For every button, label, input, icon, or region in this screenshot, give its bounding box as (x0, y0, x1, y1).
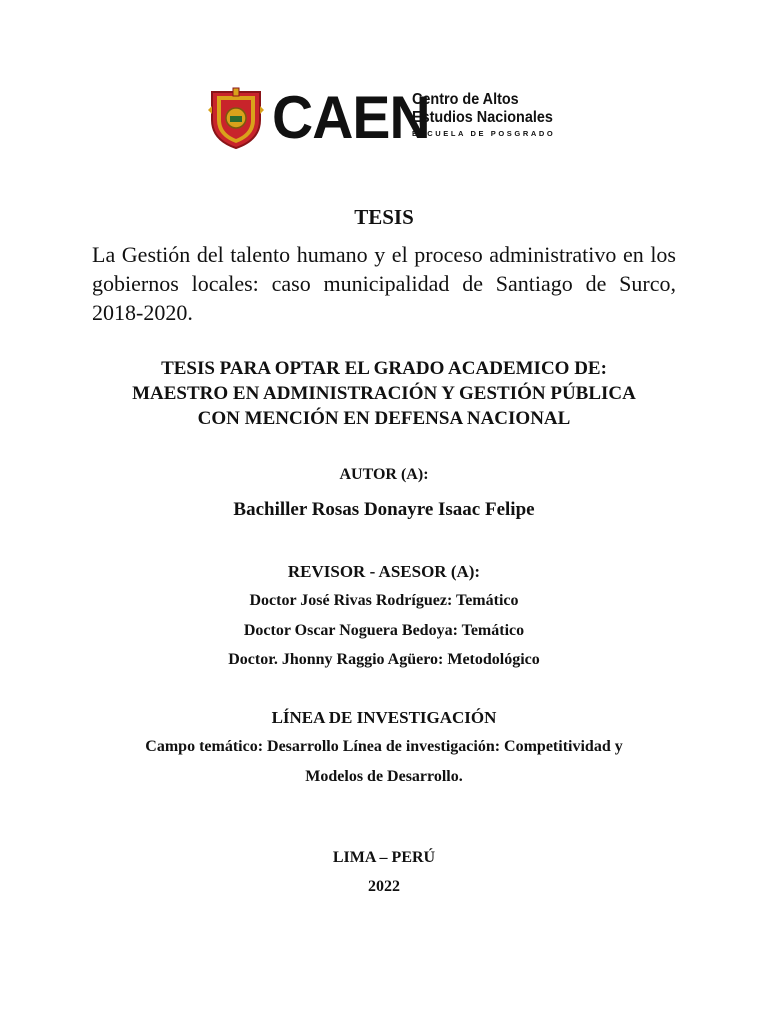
research-heading: LÍNEA DE INVESTIGACIÓN (271, 708, 497, 727)
research-line: Campo temático: Desarrollo Línea de investigación: Competitividad y (145, 738, 623, 755)
org-line-1: Centro de Altos (412, 91, 519, 108)
degree-block (60, 356, 708, 431)
logo-org-name (412, 91, 562, 138)
reviewer-heading: REVISOR - ASESOR (A): (287, 562, 481, 581)
author-name: Bachiller Rosas Donayre Isaac Felipe (233, 499, 535, 520)
degree-line: TESIS PARA OPTAR EL GRADO ACADEMICO DE: (161, 358, 607, 379)
reviewer-line: Doctor Oscar Noguera Bedoya: Temático (243, 622, 525, 639)
degree-line: MAESTRO EN ADMINISTRACIÓN Y GESTIÓN PÚBLICA (132, 383, 636, 404)
caen-logo (208, 86, 558, 150)
thesis-title: La Gestión del talento humano y el proceso administrativo en los gobiernos locales: caso municipalidad de Santiago de Surco, 2018-2020. (92, 242, 676, 325)
research-line: Modelos de Desarrollo. (305, 768, 463, 785)
degree-line: CON MENCIÓN EN DEFENSA NACIONAL (197, 408, 571, 429)
reviewer-line: Doctor. Jhonny Raggio Agüero: Metodológico (228, 651, 540, 668)
document-label: TESIS (354, 205, 414, 229)
caen-shield-icon (208, 86, 264, 150)
logo-wordmark: CAEN (272, 84, 430, 151)
org-line-3: ESCUELA DE POSGRADO (412, 129, 556, 138)
year: 2022 (368, 878, 400, 895)
org-line-2: Estudios Nacionales (412, 109, 553, 126)
author-heading: AUTOR (A): (339, 466, 429, 483)
reviewer-line: Doctor José Rivas Rodríguez: Temático (249, 592, 519, 609)
place: LIMA – PERÚ (332, 849, 436, 866)
